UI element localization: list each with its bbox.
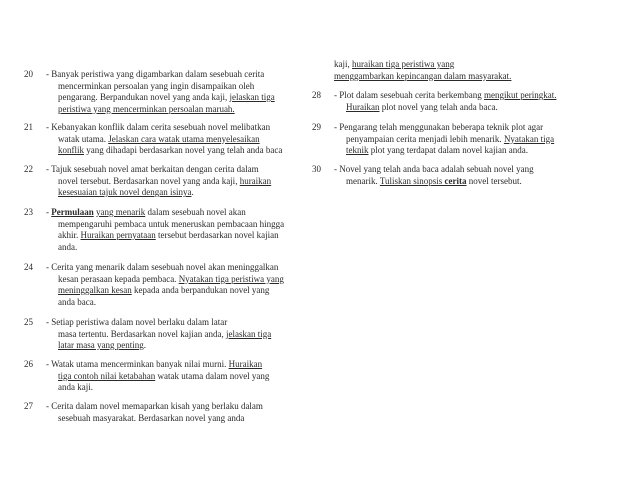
question-number: 21 (24, 122, 33, 132)
text-run: - (46, 401, 52, 411)
question-line (46, 122, 314, 134)
keyword: Tajuk (51, 164, 72, 174)
text-run: yang digambarkan dalam sesebuah cerita (114, 69, 265, 79)
question-text (46, 359, 314, 394)
question-line (334, 134, 602, 146)
question-line (46, 81, 314, 93)
emphasized-phrase: Nyatakan tiga peristiwa yang (178, 273, 284, 284)
question-line (46, 207, 314, 219)
question-line (46, 382, 314, 394)
emphasized-phrase: yang menarik (96, 207, 146, 217)
emphasized-phrase: jelaskan tiga (225, 328, 272, 339)
emphasized-phrase: kesesuaian tajuk novel dengan isinya (58, 187, 192, 197)
question-text (46, 207, 314, 253)
emphasized-phrase: Huraikan pernyataan (80, 230, 156, 240)
question-line (46, 401, 314, 413)
text-run: dalam novel memaparkan kisah yang berlaku dalam (73, 401, 263, 411)
text-run: anda kaji. (58, 382, 93, 392)
question-number: 28 (312, 90, 321, 100)
emphasized-phrase: Huraikan (228, 359, 263, 369)
emphasized-phrase: teknik (346, 145, 369, 155)
text-run: mencerminkan persoalan yang ingin disampaikan oleh (58, 80, 255, 91)
keyword: Watak utama (51, 359, 99, 369)
keyword: Cerita (51, 401, 74, 411)
text-run: watak utama dalam novel yang (155, 370, 270, 381)
question-number: 29 (312, 122, 321, 132)
keyword: konflik (98, 122, 125, 132)
text-run: tertentu. Berdasarkan novel kajian anda, (76, 328, 226, 339)
emphasized-phrase: Permulaan (51, 207, 94, 217)
text-run: . (191, 187, 194, 197)
question-line (46, 340, 314, 352)
text-run: yang dihadapi berdasarkan novel yang telah anda baca (84, 145, 283, 155)
keyword: Cerita (51, 262, 74, 272)
question-number: 27 (24, 401, 33, 411)
text-run: anda baca. (58, 296, 96, 307)
question-text (334, 90, 602, 113)
question-number: 25 (24, 317, 33, 327)
emphasized-phrase: Jelaskan cara watak utama menyelesaikan (108, 133, 260, 144)
question-line (46, 359, 314, 371)
question-line (46, 371, 314, 383)
text-run: . (143, 340, 146, 350)
question-line (46, 92, 314, 104)
text-run: - (46, 164, 52, 174)
text-run: dalam sesebuah cerita berkembang (353, 90, 484, 100)
emphasized-phrase: tiga contoh nilai ketabahan (58, 370, 156, 381)
question-line (46, 176, 314, 188)
question-line (334, 59, 602, 71)
question-line (334, 90, 602, 102)
emphasized-phrase: Huraikan (346, 101, 380, 112)
emphasized-phrase: cerita (444, 175, 467, 186)
text-run: - Novel yang telah anda baca adalah sebuah novel yang (334, 164, 534, 174)
question-line (46, 164, 314, 176)
question-line (46, 69, 314, 81)
question-line (334, 102, 602, 114)
emphasized-phrase: konflik (58, 145, 84, 155)
text-run: agar (525, 122, 544, 132)
question-text (334, 122, 602, 157)
text-run: - (46, 359, 52, 369)
text-run: watak utama. (58, 133, 109, 144)
question-text (46, 122, 314, 157)
emphasized-phrase: Tuliskan sinopsis (379, 175, 445, 186)
question-line (334, 122, 602, 134)
emphasized-phrase: latar masa yang penting (58, 340, 144, 350)
text-run: kesan perasaan kepada pembaca. (58, 273, 179, 284)
question-text (334, 164, 602, 187)
text-run: anda. (58, 241, 78, 252)
question-line (334, 176, 602, 188)
question-line (46, 187, 314, 199)
question-line (46, 413, 314, 425)
text-run: mencerminkan banyak nilai murni. (98, 359, 229, 369)
question-text (46, 262, 314, 308)
emphasized-phrase: Nyatakan tiga (503, 133, 555, 144)
keyword: peristiwa (81, 69, 114, 79)
text-run: penyampaian cerita menjadi lebih menarik. (346, 133, 504, 144)
question-line (46, 104, 314, 116)
question-line (46, 285, 314, 297)
keyword: masa (58, 328, 77, 339)
emphasized-phrase: jelaskan tiga (229, 92, 275, 102)
emphasized-phrase: menggambarkan kepincangan dalam masyarakat. (334, 70, 512, 81)
question-text (334, 59, 602, 82)
keyword: teknik plot (486, 122, 526, 132)
keyword: latar (211, 317, 228, 327)
text-run: - Kebanyakan (46, 122, 99, 132)
question-line (46, 145, 314, 157)
text-run: - (334, 90, 340, 100)
text-run: plot yang terdapat dalam novel kajian anda. (368, 145, 528, 155)
text-run: sesebuah masyarakat. Berdasarkan novel yang anda (58, 412, 245, 423)
question-line (334, 145, 602, 157)
question-text (46, 69, 314, 115)
text-run: novel tersebut. (466, 175, 522, 186)
keyword: Plot (339, 90, 354, 100)
question-number: 24 (24, 262, 33, 272)
question-text (46, 164, 314, 199)
text-run: menarik. (346, 175, 380, 186)
question-line (334, 164, 602, 176)
text-run: - Setiap peristiwa dalam novel berlaku dalam (46, 317, 212, 327)
question-line (334, 71, 602, 83)
text-run: - (46, 207, 52, 217)
text-run: akhir. (58, 230, 81, 240)
emphasized-phrase: meninggalkan kesan (58, 285, 132, 295)
question-line (46, 242, 314, 254)
question-number: 26 (24, 359, 33, 369)
text-run: kaji, (334, 59, 352, 69)
text-run: pengarang. Berpandukan novel yang anda kaji, (58, 92, 230, 102)
text-run: - Pengarang telah menggunakan beberapa (334, 122, 487, 132)
question-line (46, 317, 314, 329)
text-run: novel tersebut. Berdasarkan novel yang anda kaji, (58, 175, 240, 186)
emphasized-phrase: huraikan (239, 175, 272, 186)
question-number: 23 (24, 207, 33, 217)
question-line (46, 262, 314, 274)
question-number: 20 (24, 69, 33, 79)
question-line (46, 219, 314, 231)
question-line (46, 274, 314, 286)
text-run: - Banyak (46, 69, 81, 79)
text-run: plot novel yang telah anda baca. (379, 101, 498, 112)
emphasized-phrase: huraikan tiga peristiwa yang (352, 59, 455, 69)
text-run: tersebut berdasarkan novel kajian (155, 230, 279, 240)
text-run: kepada anda berpandukan novel yang (131, 285, 270, 295)
text-run: yang menarik dalam sesebuah novel akan meninggalkan (73, 262, 279, 272)
question-text (46, 317, 314, 352)
text-run: sesebuah novel amat berkaitan dengan cerita dalam (71, 164, 259, 174)
emphasized-phrase: peristiwa yang mencerminkan persoalan maruah. (58, 103, 235, 114)
question-text (46, 401, 314, 424)
text-run: mempengaruhi pembaca untuk meneruskan pembacaan hingga (58, 218, 285, 229)
question-number: 22 (24, 164, 33, 174)
question-line (46, 134, 314, 146)
emphasized-phrase: mengikut peringkat. (483, 90, 557, 100)
question-line (46, 230, 314, 242)
question-line (46, 297, 314, 309)
text-run: dalam sesebuah novel akan (145, 207, 246, 217)
question-line (46, 329, 314, 341)
text-run: - (46, 262, 52, 272)
question-number: 30 (312, 164, 321, 174)
text-run: dalam cerita sesebuah novel melibatkan (124, 122, 271, 132)
